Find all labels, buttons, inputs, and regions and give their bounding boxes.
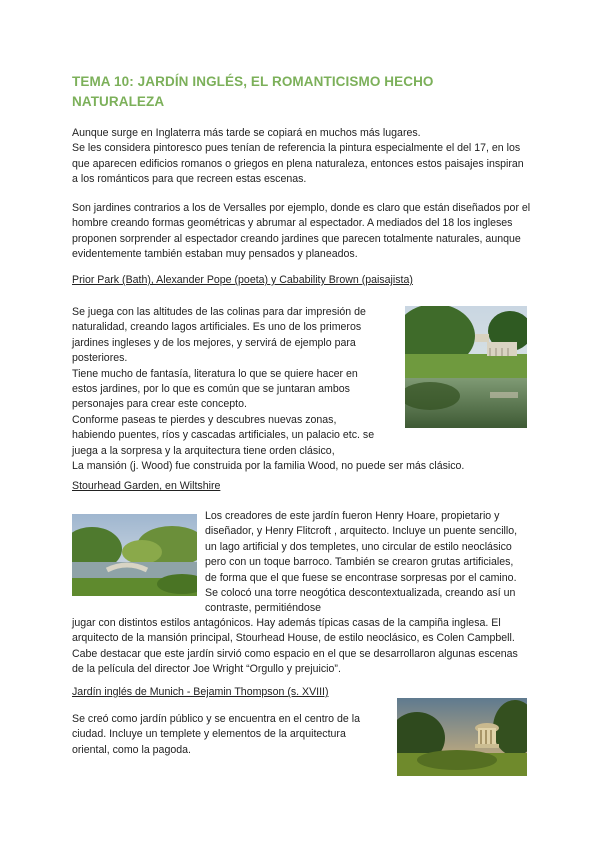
prior-park-line: Se juega con las altitudes de las colinas para dar impresión de xyxy=(72,306,366,318)
intro-paragraph-2: Son jardines contrarios a los de Versalles por ejemplo, donde es claro que están diseñados por el hombre creando formas geométricas y abrumar al espectador. A mediados del 18 los ingleses proponen sorprender al espectador creando jardines que parecen totalmente naturales, aunque evidentemente también estaban muy pensados y planeados. xyxy=(72,202,531,261)
prior-park-photo xyxy=(405,306,527,428)
prior-park-line: juega a la sorpresa y la arquitectura tiene orden clásico, xyxy=(72,444,335,457)
prior-park-heading: Prior Park (Bath), Alexander Pope (poeta) y Cabability Brown (paisajista) xyxy=(72,274,413,286)
stourhead-full-text: jugar con distintos estilos antagónicos. Hay además típicas casas de la campiña inglesa. El arquitecto de la mansión principal, Stourhead House, de estilo neoclásico, es Colen Campbell. Cabe destacar que este jardín sirvió como espacio en el que se desarrollaron algunas escenas de la película del director Joe Wright “Orgullo y prejuicio”. xyxy=(72,617,518,676)
prior-park-line: naturalidad, creando lagos artificiales. Es uno de los primeros xyxy=(72,321,362,334)
stourhead-heading: Stourhead Garden, en Wiltshire xyxy=(72,480,221,492)
prior-park-line: estos jardines, por lo que es común que se juntaran ambos xyxy=(72,383,350,396)
prior-park-line: habiendo puentes, ríos y cascadas artificiales, un palacio etc. se xyxy=(72,429,375,442)
page-title: TEMA 10: JARDÍN INGLÉS, EL ROMANTICISMO HECHO NATURALEZA xyxy=(72,74,434,109)
intro-paragraph-1 xyxy=(72,126,532,188)
prior-park-line: Tiene mucho de fantasía, literatura lo que se quiere hacer en xyxy=(72,367,358,380)
stourhead-wrapped-text: Los creadores de este jardín fueron Henry Hoare, propietario y diseñador, y Henry Flitcroft , arquitecto. Incluye un puente sencillo, un lago artificial y dos templetes, uno circular de estilo neoclásico pero con un toque barroco. También se crearon grutas artificiales, de forma que el que fuese se encontrase sorpresas por el camino. Se colocó una torre neogótica descontextualizada, creando así un contraste, permitiéndose xyxy=(205,510,518,615)
prior-park-line: jardines ingleses y de los mejores, y servirá de ejemplo para xyxy=(72,336,356,349)
intro-line-1: Aunque surge en Inglaterra más tarde se copiará en muchos más lugares. xyxy=(72,127,421,139)
munich-photo xyxy=(397,698,527,776)
intro-line-2: Se les considera pintoresco pues tenían de referencia la pintura especialmente el del 17, en los que aparecen edificios romanos o griegos en plena naturaleza, entonces estos paisajes inspiran a los románticos para que recreen estas escenas. xyxy=(72,142,524,186)
prior-park-line-last: La mansión (j. Wood) fue construida por la familia Wood, no puede ser más clásico. xyxy=(72,460,465,473)
munich-heading: Jardín inglés de Munich - Bejamin Thompson (s. XVIII) xyxy=(72,686,329,698)
prior-park-line: Conforme paseas te pierdes y descubres nuevas zonas, xyxy=(72,413,337,426)
munich-text: Se creó como jardín público y se encuentra en el centro de la ciudad. Incluye un templete y elementos de la arquitectura oriental, como la pagoda. xyxy=(72,713,360,756)
prior-park-text xyxy=(72,305,465,474)
stourhead-photo xyxy=(72,514,197,596)
prior-park-line: posteriores. xyxy=(72,352,128,365)
prior-park-line: personajes para crear este concepto. xyxy=(72,398,247,411)
